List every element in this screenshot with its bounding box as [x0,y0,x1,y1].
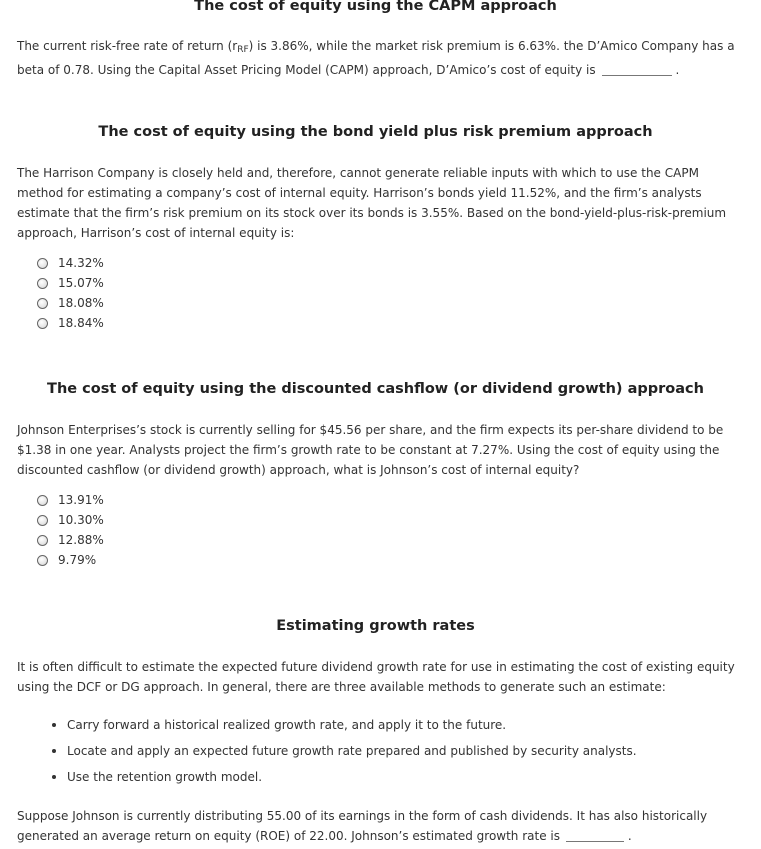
capm-answer-blank[interactable] [602,61,672,76]
section-title-bond-yield: The cost of equity using the bond yield plus risk premium approach [98,124,653,140]
section-title-dcf: The cost of equity using the discounted cashflow (or dividend growth) approach [47,381,704,397]
bullet-icon [52,775,56,779]
bond-yield-option-2[interactable]: 15.07% [37,273,104,293]
capm-question: The current risk-free rate of return $(r_{RF})$ is 3.86%, while the market risk premium is 6.63%. the D’Amico Company has a beta of 0.78. Using the Capital Asset Pricing Model (CAPM) approach, D’Amico’s cost of equity is . [17,39,735,77]
radio-button-icon[interactable] [37,298,48,309]
growth-methods-list [17,712,637,790]
radio-button-icon[interactable] [37,535,48,546]
bullet-icon [52,723,56,727]
growth-rate-answer-blank[interactable] [566,827,624,842]
list-item: Locate and apply an expected future growth rate prepared and published by security analysts. [17,738,637,764]
radio-button-icon[interactable] [37,318,48,329]
section-title-growth-rates: Estimating growth rates [276,618,475,634]
dcf-option-4[interactable]: 9.79% [37,550,104,570]
bond-yield-options [37,253,104,333]
radio-button-icon[interactable] [37,515,48,526]
section-title-capm: The cost of equity using the CAPM approach [194,0,557,14]
radio-button-icon[interactable] [37,495,48,506]
dcf-question: Johnson Enterprises’s stock is currently selling for $45.56 per share, and the firm expects its per-share dividend to be $1.38 in one year. Analysts project the firm’s growth rate to be constant at 7.27%. Using the cost of equity using the discounted cashflow (or dividend growth) approach, what is Johnson’s cost of internal equity? [17,423,724,477]
radio-button-icon[interactable] [37,278,48,289]
bond-yield-option-4[interactable]: 18.84% [37,313,104,333]
growth-rate-question: Suppose Johnson is currently distributing 55.00 of its earnings in the form of cash dividends. It has also historically generated an average return on equity (ROE) of 22.00. Johnson’s estimated growth rate is . [17,809,708,843]
dcf-option-3[interactable]: 12.88% [37,530,104,550]
bond-yield-question: The Harrison Company is closely held and, therefore, cannot generate reliable inputs with which to use the CAPM method for estimating a company’s cost of internal equity. Harrison’s bonds yield 11.52%, and the firm’s analysts estimate that the firm’s risk premium on its stock over its bonds is 3.55%. Based on the bond-yield-plus-risk-premium approach, Harrison’s cost of internal equity is: [17,166,727,240]
list-item: Carry forward a historical realized growth rate, and apply it to the future. [17,712,637,738]
bond-yield-option-3[interactable]: 18.08% [37,293,104,313]
radio-button-icon[interactable] [37,258,48,269]
bond-yield-option-1[interactable]: 14.32% [37,253,104,273]
dcf-option-1[interactable]: 13.91% [37,490,104,510]
dcf-options [37,490,104,570]
rf-subscript: RF [237,45,249,55]
growth-rates-intro: It is often difficult to estimate the expected future dividend growth rate for use in estimating the cost of existing equity using the DCF or DG approach. In general, there are three available methods to generate such an estimate: [17,660,735,694]
list-item: Use the retention growth model. [17,764,637,790]
radio-button-icon[interactable] [37,555,48,566]
bullet-icon [52,749,56,753]
dcf-option-2[interactable]: 10.30% [37,510,104,530]
